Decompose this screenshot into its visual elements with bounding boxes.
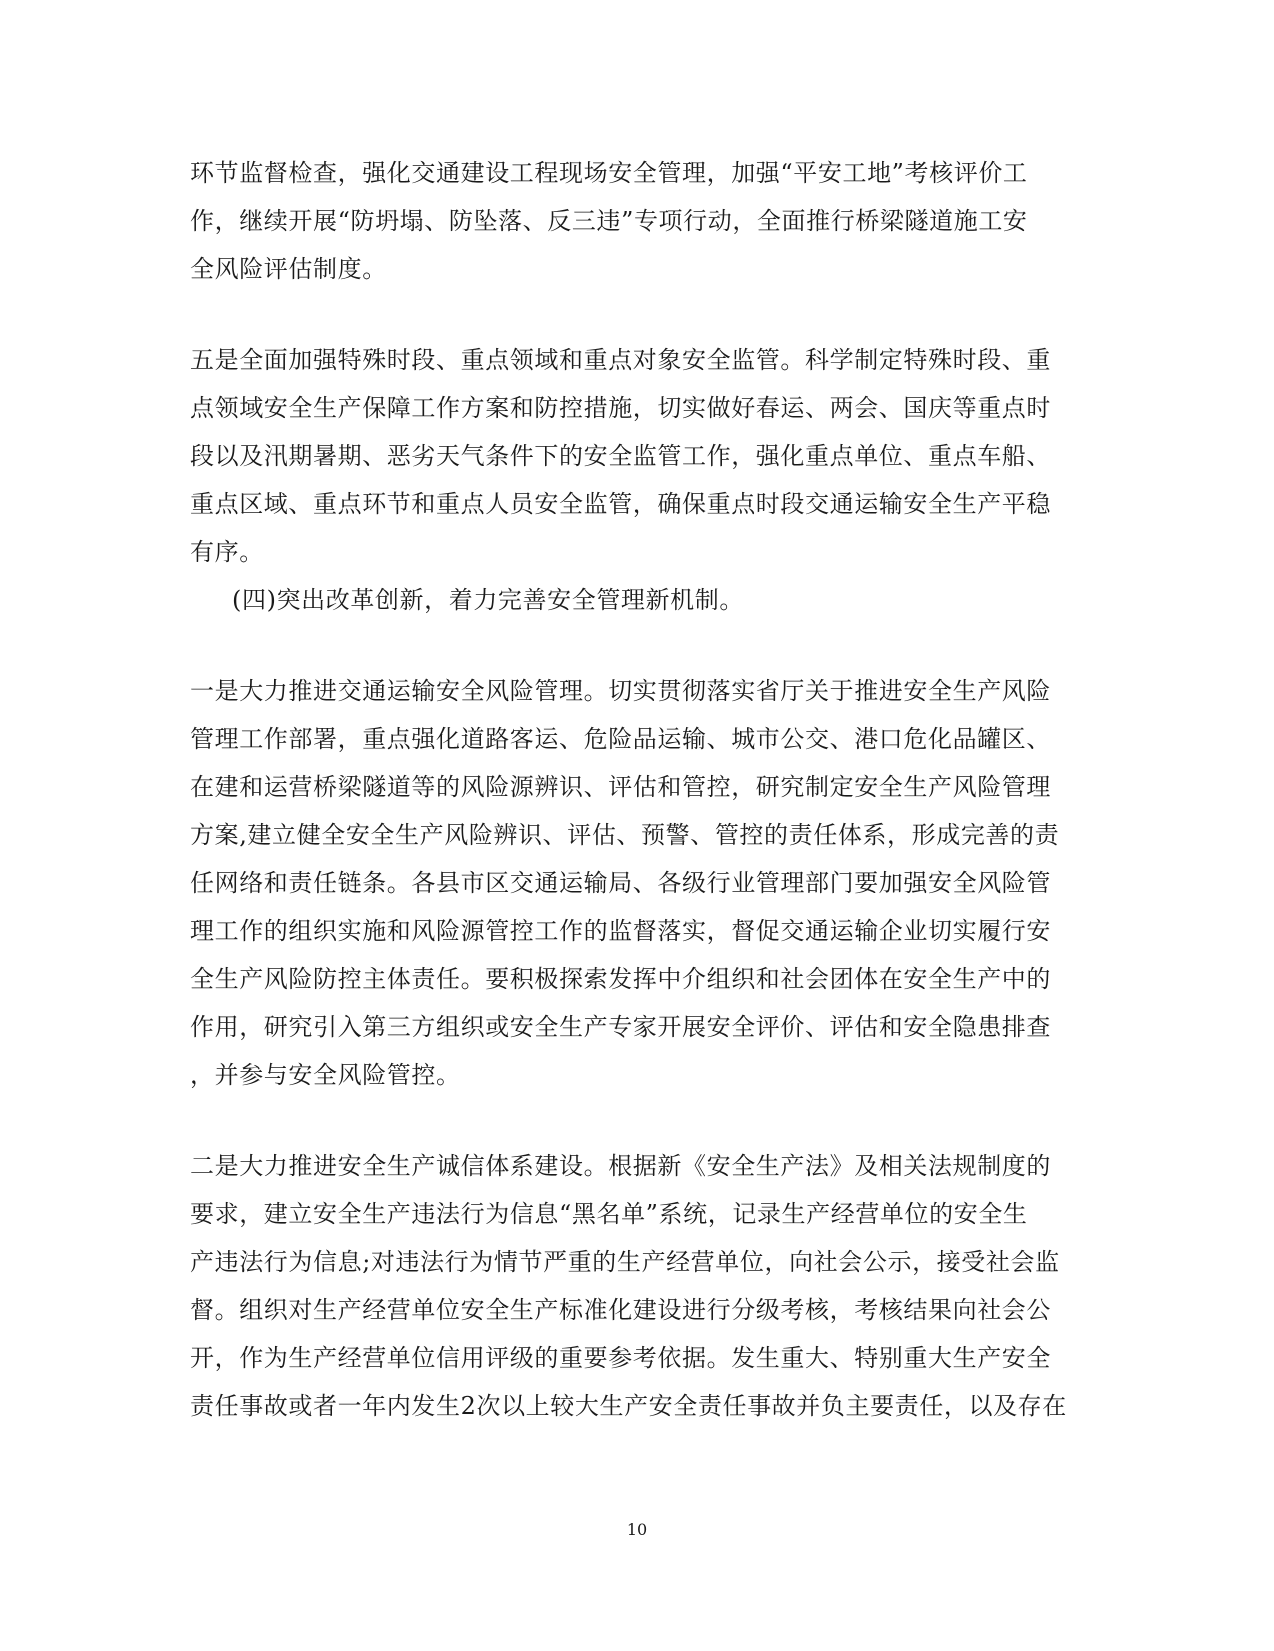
text-line: 作用，研究引入第三方组织或安全生产专家开展安全评价、评估和安全隐患排查 [190, 1013, 1051, 1041]
text-line: 段以及汛期暑期、恶劣天气条件下的安全监管工作，强化重点单位、重点车船、 [190, 442, 1051, 470]
text-line: 管理工作部署，重点强化道路客运、危险品运输、城市公交、港口危化品罐区、 [190, 725, 1051, 753]
text-line: 点领域安全生产保障工作方案和防控措施，切实做好春运、两会、国庆等重点时 [190, 394, 1051, 422]
text-line: 方案,建立健全安全生产风险辨识、评估、预警、管控的责任体系，形成完善的责 [190, 821, 1060, 849]
text-line: 责任事故或者一年内发生2次以上较大生产安全责任事故并负主要责任，以及存在 [190, 1392, 1067, 1420]
text-line: 重点区域、重点环节和重点人员安全监管，确保重点时段交通运输安全生产平稳 [190, 490, 1051, 518]
text-line: 一是大力推进交通运输安全风险管理。切实贯彻落实省厅关于推进安全生产风险 [190, 677, 1051, 705]
text-line: 作，继续开展“防坍塌、防坠落、反三违”专项行动，全面推行桥梁隧道施工安 [190, 207, 1028, 235]
text-line: 理工作的组织实施和风险源管控工作的监督落实，督促交通运输企业切实履行安 [190, 917, 1051, 945]
text-line: 开，作为生产经营单位信用评级的重要参考依据。发生重大、特别重大生产安全 [190, 1344, 1051, 1372]
text-line: 产违法行为信息;对违法行为情节严重的生产经营单位，向社会公示，接受社会监 [190, 1248, 1060, 1276]
text-line: 任网络和责任链条。各县市区交通运输局、各级行业管理部门要加强安全风险管 [190, 869, 1051, 897]
text-line: 在建和运营桥梁隧道等的风险源辨识、评估和管控，研究制定安全生产风险管理 [190, 773, 1051, 801]
text-line: 有序。 [190, 538, 264, 566]
text-line: 环节监督检查，强化交通建设工程现场安全管理，加强“平安工地”考核评价工 [190, 159, 1028, 187]
text-line: 二是大力推进安全生产诚信体系建设。根据新《安全生产法》及相关法规制度的 [190, 1152, 1051, 1180]
page-number: 10 [626, 1520, 648, 1539]
text-line: 督。组织对生产经营单位安全生产标准化建设进行分级考核，考核结果向社会公 [190, 1296, 1051, 1324]
text-line: 要求，建立安全生产违法行为信息“黑名单”系统，记录生产经营单位的安全生 [190, 1200, 1028, 1228]
text-line: 五是全面加强特殊时段、重点领域和重点对象安全监管。科学制定特殊时段、重 [190, 346, 1051, 374]
text-line: ，并参与安全风险管控。 [190, 1061, 461, 1089]
text-line: 全生产风险防控主体责任。要积极探索发挥中介组织和社会团体在安全生产中的 [190, 965, 1051, 993]
text-line: 全风险评估制度。 [190, 255, 387, 283]
section-heading: (四)突出改革创新，着力完善安全管理新机制。 [232, 586, 744, 614]
